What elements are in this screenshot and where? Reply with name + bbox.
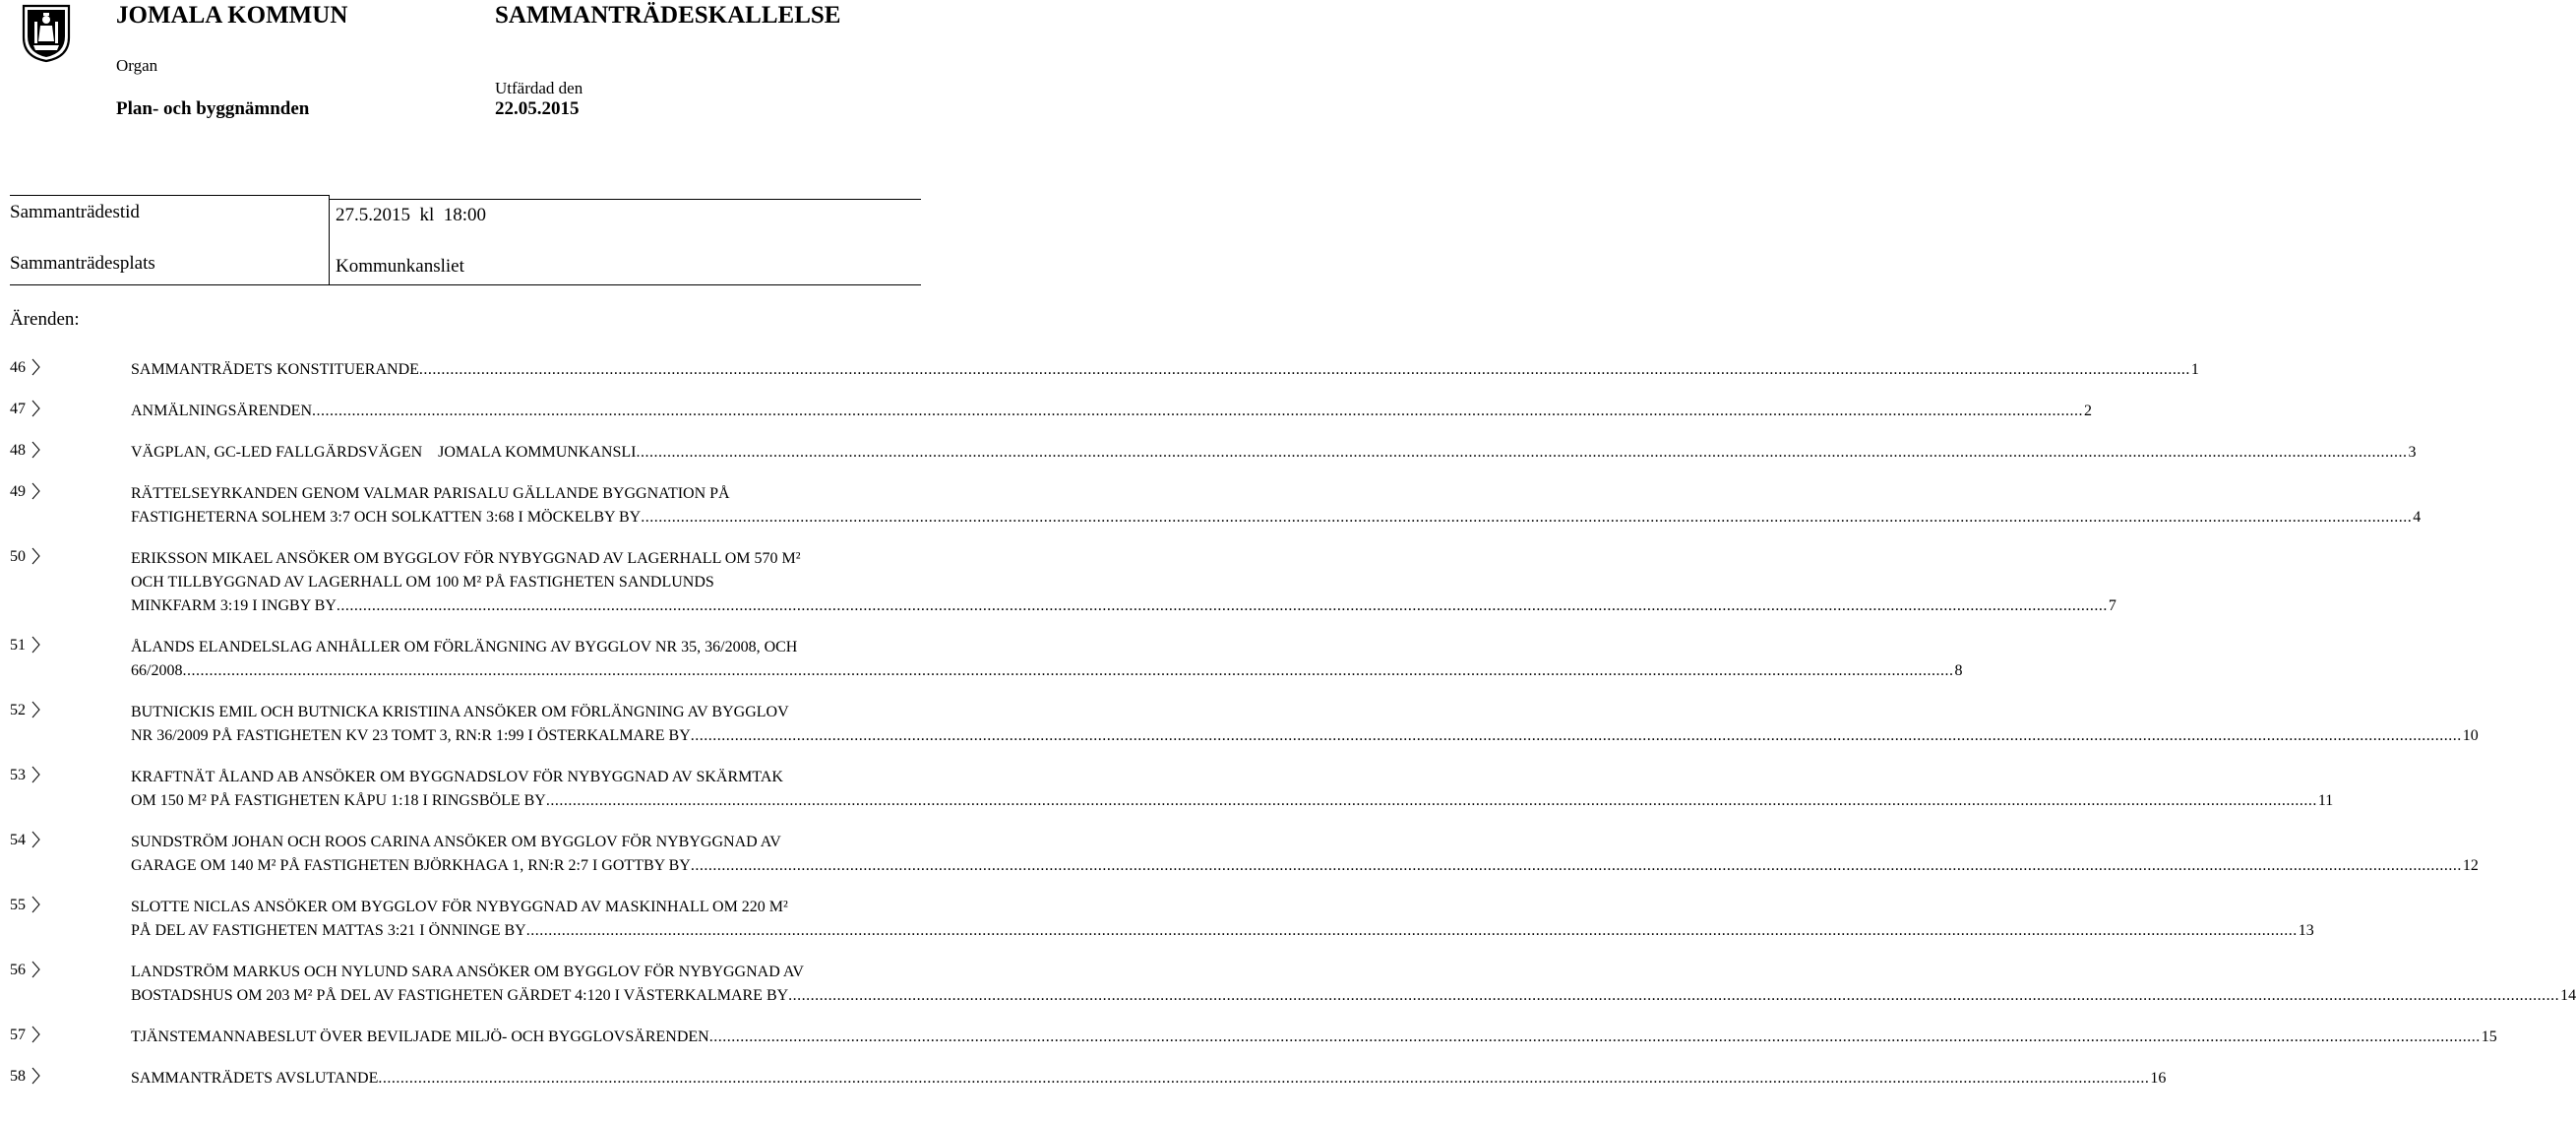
agenda-item-number (10, 896, 49, 914)
agenda-item-number (10, 482, 49, 501)
dot-leader: ................................................................................................................................................................................................................................................................................................................................................................................................................ (336, 597, 2108, 614)
tab-mark-icon (31, 636, 40, 654)
dot-leader: ................................................................................................................................................................................................................................................................................................................................................................................................................ (312, 403, 2083, 419)
agenda-item-text (131, 358, 2199, 382)
agenda-item-last-line (131, 659, 1963, 683)
agenda-item-line: BOSTADSHUS OM 203 M² PÅ DEL AV FASTIGHETEN GÄRDET 4:120 I VÄSTERKALMARE BY (131, 987, 789, 1004)
agenda-item-number (10, 636, 49, 654)
agenda-item-number (10, 547, 49, 566)
agenda-item-line: FASTIGHETERNA SOLHEM 3:7 OCH SOLKATTEN 3:68 I MÖCKELBY BY (131, 509, 642, 526)
agenda-item-line: KRAFTNÄT ÅLAND AB ANSÖKER OM BYGGNADSLOV FÖR NYBYGGNAD AV SKÄRMTAK (131, 769, 783, 785)
agenda-item-line: ERIKSSON MIKAEL ANSÖKER OM BYGGLOV FÖR NYBYGGNAD AV LAGERHALL OM 570 M² (131, 550, 801, 567)
agenda-item-page-number: 15 (2481, 1028, 2497, 1045)
agenda-item-text (131, 441, 2417, 465)
agenda-item-number-text: 47 (10, 401, 26, 417)
agenda-item-number (10, 701, 49, 719)
agenda-item-line: SLOTTE NICLAS ANSÖKER OM BYGGLOV FÖR NYBYGGNAD AV MASKINHALL OM 220 M² (131, 899, 788, 915)
tab-mark-icon (31, 358, 40, 376)
agenda-item-text (131, 400, 2092, 423)
agenda-item-text (131, 961, 2576, 1008)
agenda-item-page-number: 3 (2408, 444, 2417, 461)
tab-mark-icon (31, 701, 40, 718)
agenda-item-number (10, 1067, 49, 1086)
agenda-item-number (10, 831, 49, 849)
dot-leader: ................................................................................................................................................................................................................................................................................................................................................................................................................ (641, 509, 2413, 526)
meeting-place-value: Kommunkansliet (336, 256, 464, 277)
agenda-item-number-text: 53 (10, 767, 26, 783)
tab-mark-icon (31, 482, 40, 500)
tab-mark-icon (31, 400, 40, 417)
tab-mark-icon (31, 896, 40, 913)
agenda-item-text (131, 482, 2422, 530)
meeting-box-bottom-rule (10, 284, 921, 285)
agenda-item-page-number: 12 (2462, 857, 2479, 874)
agenda-item-page-number: 7 (2108, 597, 2116, 614)
agenda-item-last-line (131, 919, 2314, 943)
agenda-item-line: SAMMANTRÄDETS AVSLUTANDE (131, 1070, 379, 1087)
agenda-item-number (10, 961, 49, 979)
agenda-item-last-line (131, 594, 2116, 618)
agenda-item-last-line (131, 506, 2422, 530)
agenda-item-number (10, 358, 49, 377)
document-type-title: SAMMANTRÄDESKALLELSE (495, 2, 841, 29)
agenda-item-line: VÄGPLAN, GC-LED FALLGÄRDSVÄGEN JOMALA KOMMUNKANSLI (131, 444, 637, 461)
meeting-time-value: 27.5.2015 kl 18:00 (336, 205, 487, 225)
agenda-item-line: OM 150 M² PÅ FASTIGHETEN KÅPU 1:18 I RINGSBÖLE BY (131, 792, 546, 809)
agenda-item-line: BUTNICKIS EMIL OCH BUTNICKA KRISTIINA ANSÖKER OM FÖRLÄNGNING AV BYGGLOV (131, 704, 789, 720)
meeting-box-divider (329, 195, 330, 285)
agenda-item-last-line (131, 1067, 2167, 1091)
agenda-item-last-line (131, 789, 2334, 813)
agenda-item-number-text: 57 (10, 1027, 26, 1043)
agenda-item-last-line (131, 1026, 2497, 1049)
municipality-name: JOMALA KOMMUN (116, 2, 348, 29)
organ-value: Plan- och byggnämnden (116, 98, 310, 119)
tab-mark-icon (31, 441, 40, 459)
tab-mark-icon (31, 1067, 40, 1085)
agenda-item-line: NR 36/2009 PÅ FASTIGHETEN KV 23 TOMT 3, RN:R 1:99 I ÖSTERKALMARE BY (131, 727, 691, 744)
agenda-item-line: 66/2008 (131, 662, 183, 679)
agenda-item-last-line (131, 984, 2576, 1008)
agenda-item-text (131, 1067, 2167, 1091)
agenda-item-number-text: 56 (10, 962, 26, 978)
dot-leader: ................................................................................................................................................................................................................................................................................................................................................................................................................ (690, 727, 2462, 744)
agenda-item-page-number: 1 (2190, 361, 2199, 378)
agenda-item-page-number: 13 (2298, 922, 2314, 939)
agenda-item-page-number: 4 (2413, 509, 2422, 526)
agenda-item-page-number: 14 (2560, 987, 2576, 1004)
agenda-item-text (131, 547, 2116, 618)
agenda-item-last-line (131, 358, 2199, 382)
meeting-place-label: Sammanträdesplats (10, 253, 155, 274)
dot-leader: ................................................................................................................................................................................................................................................................................................................................................................................................................ (418, 361, 2190, 378)
agenda-item-number-text: 49 (10, 483, 26, 500)
agenda-item-number-text: 46 (10, 359, 26, 376)
agenda-item-line: PÅ DEL AV FASTIGHETEN MATTAS 3:21 I ÖNNINGE BY (131, 922, 526, 939)
agenda-title: Ärenden: (10, 309, 80, 330)
dot-leader: ................................................................................................................................................................................................................................................................................................................................................................................................................ (690, 857, 2462, 874)
agenda-item-text (131, 701, 2479, 748)
agenda-item-page-number: 11 (2317, 792, 2334, 809)
dot-leader: ................................................................................................................................................................................................................................................................................................................................................................................................................ (636, 444, 2408, 461)
issued-date-value: 22.05.2015 (495, 98, 580, 119)
agenda-item-page-number: 8 (1954, 662, 1963, 679)
agenda-item-line: MINKFARM 3:19 I INGBY BY (131, 597, 337, 614)
agenda-item-last-line (131, 854, 2479, 878)
agenda-item-page-number: 10 (2462, 727, 2479, 744)
meeting-box-top-rule-right (329, 199, 921, 200)
agenda-item-page-number: 2 (2084, 403, 2092, 419)
agenda-item-text (131, 896, 2314, 943)
agenda-item-line: OCH TILLBYGGNAD AV LAGERHALL OM 100 M² PÅ FASTIGHETEN SANDLUNDS (131, 574, 714, 591)
tab-mark-icon (31, 547, 40, 565)
dot-leader: ................................................................................................................................................................................................................................................................................................................................................................................................................ (182, 662, 1954, 679)
agenda-item-line: SAMMANTRÄDETS KONSTITUERANDE (131, 361, 419, 378)
agenda-item-last-line (131, 400, 2092, 423)
tab-mark-icon (31, 1026, 40, 1043)
dot-leader: ................................................................................................................................................................................................................................................................................................................................................................................................................ (788, 987, 2560, 1004)
agenda-item-last-line (131, 441, 2417, 465)
agenda-item-number-text: 51 (10, 637, 26, 654)
meeting-box-top-rule-left (10, 195, 329, 196)
agenda-item-line: RÄTTELSEYRKANDEN GENOM VALMAR PARISALU GÄLLANDE BYGGNATION PÅ (131, 485, 730, 502)
tab-mark-icon (31, 766, 40, 783)
dot-leader: ................................................................................................................................................................................................................................................................................................................................................................................................................ (545, 792, 2317, 809)
agenda-item-number-text: 58 (10, 1068, 26, 1085)
agenda-item-number-text: 54 (10, 832, 26, 848)
agenda-item-line: TJÄNSTEMANNABESLUT ÖVER BEVILJADE MILJÖ- OCH BYGGLOVSÄRENDEN (131, 1028, 709, 1045)
agenda-item-text (131, 1026, 2497, 1049)
agenda-item-number-text: 55 (10, 897, 26, 913)
issued-date-label: Utfärdad den (495, 79, 583, 97)
agenda-item-number-text: 50 (10, 548, 26, 565)
municipality-coat-of-arms (22, 4, 71, 63)
agenda-item-number (10, 766, 49, 784)
dot-leader: ................................................................................................................................................................................................................................................................................................................................................................................................................ (378, 1070, 2150, 1087)
agenda-item-text (131, 766, 2334, 813)
tab-mark-icon (31, 831, 40, 848)
meeting-time-label: Sammanträdestid (10, 202, 140, 222)
agenda-item-line: LANDSTRÖM MARKUS OCH NYLUND SARA ANSÖKER OM BYGGLOV FÖR NYBYGGNAD AV (131, 964, 804, 980)
agenda-item-number (10, 400, 49, 418)
agenda-item-line: ANMÄLNINGSÄRENDEN (131, 403, 312, 419)
dot-leader: ................................................................................................................................................................................................................................................................................................................................................................................................................ (708, 1028, 2481, 1045)
agenda-item-last-line (131, 724, 2479, 748)
agenda-item-text (131, 636, 1963, 683)
dot-leader: ................................................................................................................................................................................................................................................................................................................................................................................................................ (525, 922, 2298, 939)
agenda-item-number (10, 1026, 49, 1044)
agenda-item-text (131, 831, 2479, 878)
tab-mark-icon (31, 961, 40, 978)
agenda-item-line: GARAGE OM 140 M² PÅ FASTIGHETEN BJÖRKHAGA 1, RN:R 2:7 I GOTTBY BY (131, 857, 691, 874)
agenda-item-number (10, 441, 49, 460)
organ-label: Organ (116, 56, 158, 75)
agenda-item-number-text: 48 (10, 442, 26, 459)
agenda-item-number-text: 52 (10, 702, 26, 718)
agenda-item-line: SUNDSTRÖM JOHAN OCH ROOS CARINA ANSÖKER OM BYGGLOV FÖR NYBYGGNAD AV (131, 834, 781, 850)
agenda-item-line: ÅLANDS ELANDELSLAG ANHÅLLER OM FÖRLÄNGNING AV BYGGLOV NR 35, 36/2008, OCH (131, 639, 798, 655)
agenda-item-page-number: 16 (2150, 1070, 2167, 1087)
